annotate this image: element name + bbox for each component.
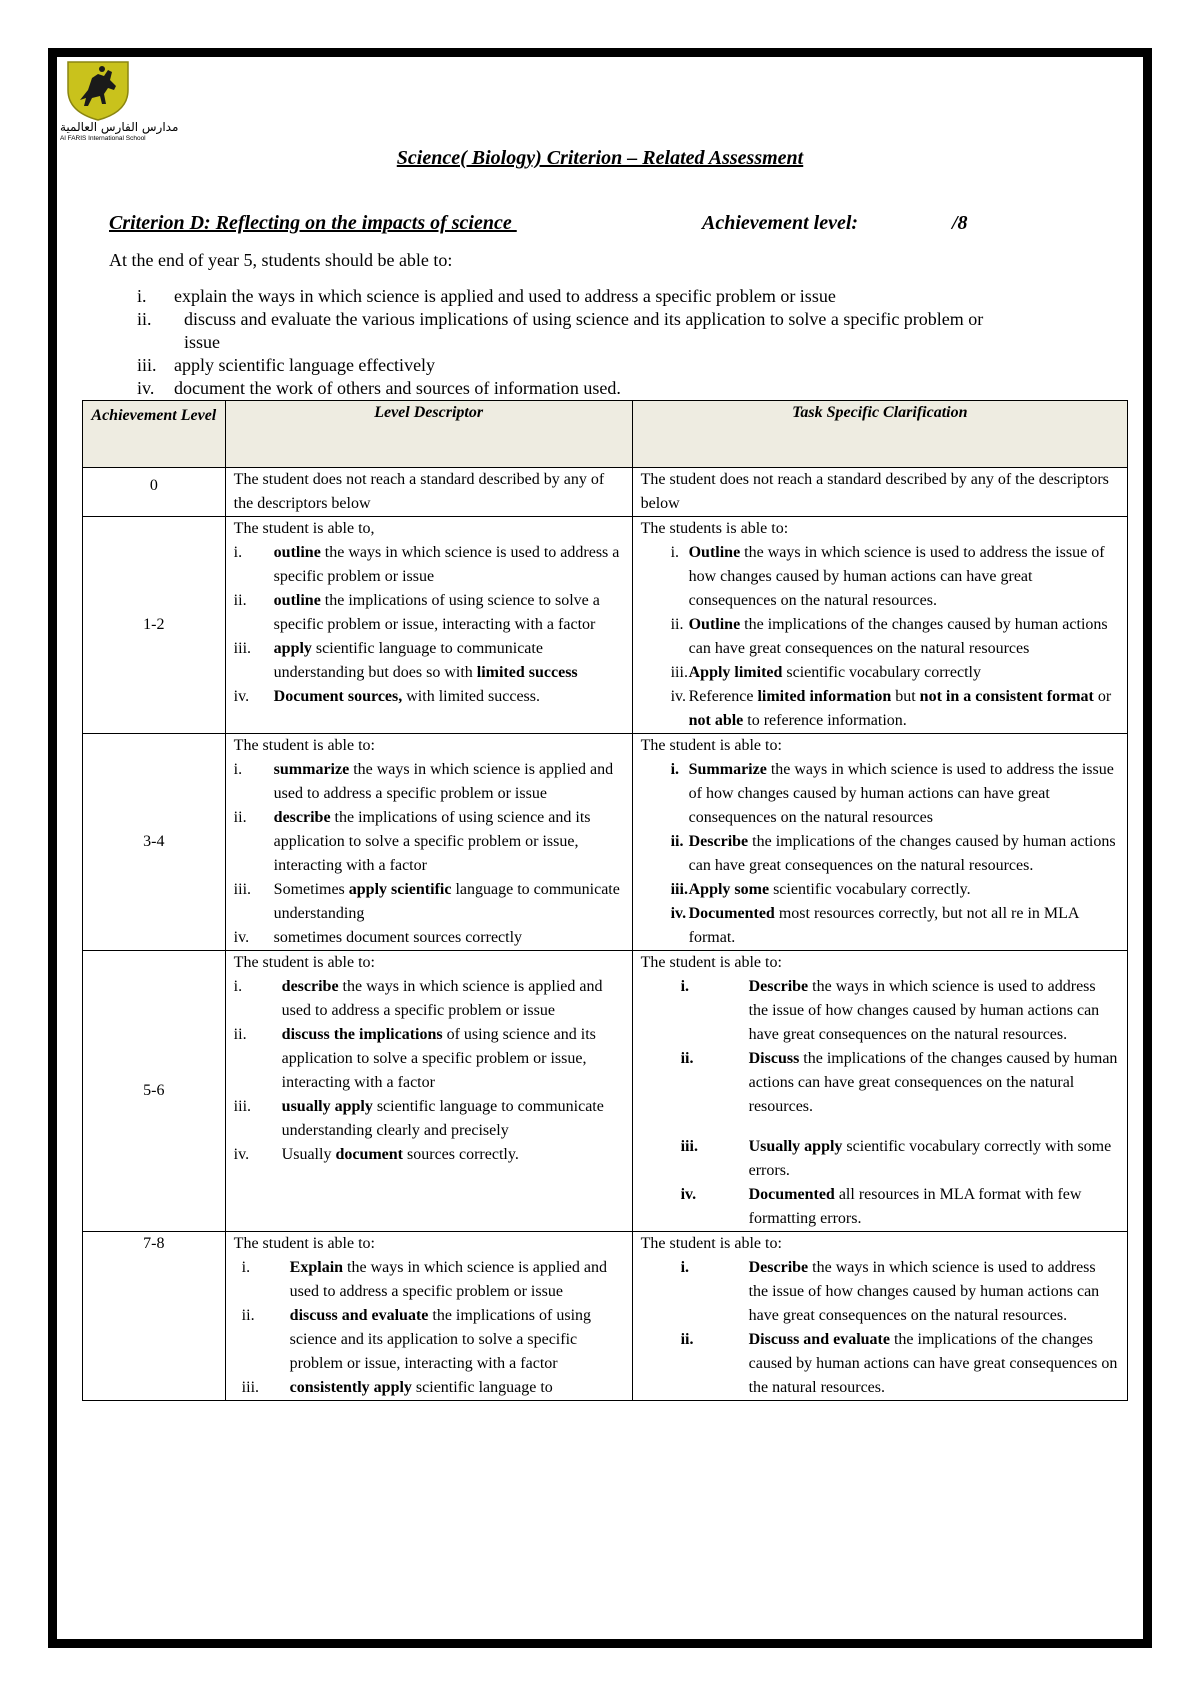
descriptor-list: [234, 975, 624, 1167]
objective-item: i. explain the ways in which science is applied and used to address a specific problem or issue: [137, 286, 836, 306]
table-row: [83, 517, 1128, 734]
intro-text: At the end of year 5, students should be able to:: [109, 250, 453, 270]
list-item: ii. Describe the implications of the changes caused by human actions can have great consequences on the natural resources.: [670, 833, 1116, 874]
table-row: [83, 734, 1128, 951]
list-item: iii. apply scientific language to communicate understanding but does so with limited success: [233, 640, 578, 681]
achievement-score: /8: [952, 212, 968, 234]
descriptor-list: [234, 758, 624, 950]
list-item: iv. Documented all resources in MLA format with few formatting errors.: [680, 1186, 1082, 1227]
rubric-table: [82, 400, 1128, 1401]
header-achievement-level: Achievement Level: [83, 401, 226, 468]
list-item: i. Outline the ways in which science is used to address the issue of how changes caused by human actions can have great consequences on the natural resources.: [670, 544, 1105, 609]
descriptor-list: [234, 1256, 624, 1400]
task-list: [641, 758, 1119, 950]
task-list: [641, 541, 1119, 733]
list-item: ii. outline the implications of using science to solve a specific problem or issue, interacting with a factor: [233, 592, 600, 633]
header-task-clarification: Task Specific Clarification: [632, 401, 1127, 468]
level-cell: 5-6: [83, 951, 226, 1232]
list-item: iv. Reference limited information but not in a consistent format or not able to reference information.: [670, 688, 1112, 729]
table-row: [83, 1232, 1128, 1401]
table-row: [83, 951, 1128, 1232]
objective-item: ii. discuss and evaluate the various implications of using science and its application to solve a specific problem or issue: [137, 309, 984, 352]
criterion-heading: Criterion D: Reflecting on the impacts of science: [109, 212, 517, 234]
list-item: ii. Discuss the implications of the changes caused by human actions can have great consequences on the natural resources.: [680, 1050, 1118, 1115]
level-cell: 1-2: [83, 517, 226, 734]
table-row: [83, 468, 1128, 517]
header-level-descriptor: Level Descriptor: [225, 401, 632, 468]
objectives-list: [109, 285, 1009, 400]
table-header-row: [83, 401, 1128, 468]
list-item: iv. sometimes document sources correctly: [233, 929, 523, 946]
list-item: iv. Usually document sources correctly.: [233, 1146, 519, 1163]
list-item: iii. Apply limited scientific vocabulary correctly: [670, 664, 981, 681]
logo-text-english: Al FARIS International School: [60, 135, 146, 142]
horse-rider-shield-icon: [58, 60, 138, 122]
descriptor-cell: The student is able to, i. outline the ways in which science is used to address a specific problem or issue ii. outline the implications of using science to solve a specific problem or issue, interacting with a factor iii. apply scientific language to communicate understanding but does so with limited success iv. Document sources, with limited success.: [225, 517, 632, 734]
list-item: iii. usually apply scientific language to communicate understanding clearly and precisely: [233, 1098, 604, 1139]
task-cell: The students is able to: i. Outline the ways in which science is used to address the issue of how changes caused by human actions can have great consequences on the natural resources. ii. Outline the implications of the changes caused by human actions can have great consequences on the natural resources iii. Apply limited scientific vocabulary correctly iv. Reference limited information but not in a consistent format or not able to reference information.: [632, 517, 1127, 734]
list-item: ii. Discuss and evaluate the implications of the changes caused by human actions can have great consequences on the natural resources.: [680, 1331, 1118, 1396]
task-cell: The student is able to: i. Summarize the ways in which science is used to address the issue of how changes caused by human actions can have great consequences on the natural resources ii. Describe the implications of the changes caused by human actions can have great consequences on the natural resources. iii. Apply some scientific vocabulary correctly. iv. Documented most resources correctly, but not all re in MLA format.: [632, 734, 1127, 951]
list-item: iii. Apply some scientific vocabulary correctly.: [670, 881, 971, 898]
list-item: ii. discuss the implications of using science and its application to solve a specific problem or issue, interacting with a factor: [233, 1026, 596, 1091]
list-item: i. Describe the ways in which science is used to address the issue of how changes caused by human actions can have great consequences on the natural resources.: [680, 1259, 1100, 1324]
level-cell: 3-4: [83, 734, 226, 951]
list-item: iii. Sometimes apply scientific language to communicate understanding: [233, 881, 620, 922]
objective-item: iv. document the work of others and sources of information used.: [137, 378, 621, 398]
document-title: Science( Biology) Criterion – Related Assessment: [396, 147, 804, 169]
list-item: iv. Documented most resources correctly, but not all re in MLA format.: [670, 905, 1079, 946]
task-cell: The student is able to: i. Describe the ways in which science is used to address the issue of how changes caused by human actions can have great consequences on the natural resources. ii. Discuss the implications of the changes caused by human actions can have great consequences on the natural resources. iii. Usually apply scientific vocabulary correctly with some errors. iv. Documented all resources in MLA format with few formatting errors.: [632, 951, 1127, 1232]
descriptor-cell: The student is able to: i. Explain the ways in which science is applied and used to address a specific problem or issue ii. discuss and evaluate the implications of using science and its application to solve a specific problem or issue, interacting with a factor iii. consistently apply scientific language to: [225, 1232, 632, 1401]
list-item: i. describe the ways in which science is applied and used to address a specific problem or issue: [233, 978, 603, 1019]
achievement-label: Achievement level:: [702, 212, 859, 234]
level-cell: 0: [83, 468, 226, 517]
list-item: i. summarize the ways in which science is applied and used to address a specific problem or issue: [233, 761, 614, 802]
descriptor-cell: The student is able to: i. summarize the ways in which science is applied and used to address a specific problem or issue ii. describe the implications of using science and its application to solve a specific problem or issue, interacting with a factor iii. Sometimes apply scientific language to communicate understanding iv. sometimes document sources correctly: [225, 734, 632, 951]
list-item: i. Explain the ways in which science is applied and used to address a specific problem or issue: [241, 1259, 607, 1300]
list-item: iv. Document sources, with limited success.: [233, 688, 541, 705]
task-cell: The student is able to: i. Describe the ways in which science is used to address the issue of how changes caused by human actions can have great consequences on the natural resources. ii. Discuss and evaluate the implications of the changes caused by human actions can have great consequences on the natural resources.: [632, 1232, 1127, 1401]
list-item: ii. describe the implications of using science and its application to solve a specific problem or issue, interacting with a factor: [233, 809, 591, 874]
list-item: ii. Outline the implications of the changes caused by human actions can have great consequences on the natural resources: [670, 616, 1108, 657]
list-item: i. Summarize the ways in which science is used to address the issue of how changes caused by human actions can have great consequences on the natural resources: [670, 761, 1114, 826]
descriptor-cell: The student does not reach a standard described by any of the descriptors below: [225, 468, 632, 517]
list-item: iii. consistently apply scientific language to: [241, 1379, 553, 1396]
descriptor-list: [234, 541, 624, 709]
list-item: i. Describe the ways in which science is used to address the issue of how changes caused by human actions can have great consequences on the natural resources.: [680, 978, 1100, 1043]
task-list: [641, 975, 1119, 1231]
list-item: i. outline the ways in which science is used to address a specific problem or issue: [233, 544, 620, 585]
logo-text-arabic: مدارس الفارس العالمية: [60, 120, 179, 134]
level-cell: 7-8: [83, 1232, 226, 1401]
list-item: iii. Usually apply scientific vocabulary correctly with some errors.: [680, 1138, 1112, 1179]
objective-item: iii. apply scientific language effectively: [137, 355, 436, 375]
descriptor-cell: The student is able to: i. describe the ways in which science is applied and used to address a specific problem or issue ii. discuss the implications of using science and its application to solve a specific problem or issue, interacting with a factor iii. usually apply scientific language to communicate understanding clearly and precisely iv. Usually document sources correctly.: [225, 951, 632, 1232]
list-item: ii. discuss and evaluate the implications of using science and its application to solve a specific problem or issue, interacting with a factor: [241, 1307, 592, 1372]
task-list: [641, 1256, 1119, 1400]
task-cell: The student does not reach a standard described by any of the descriptors below: [632, 468, 1127, 517]
